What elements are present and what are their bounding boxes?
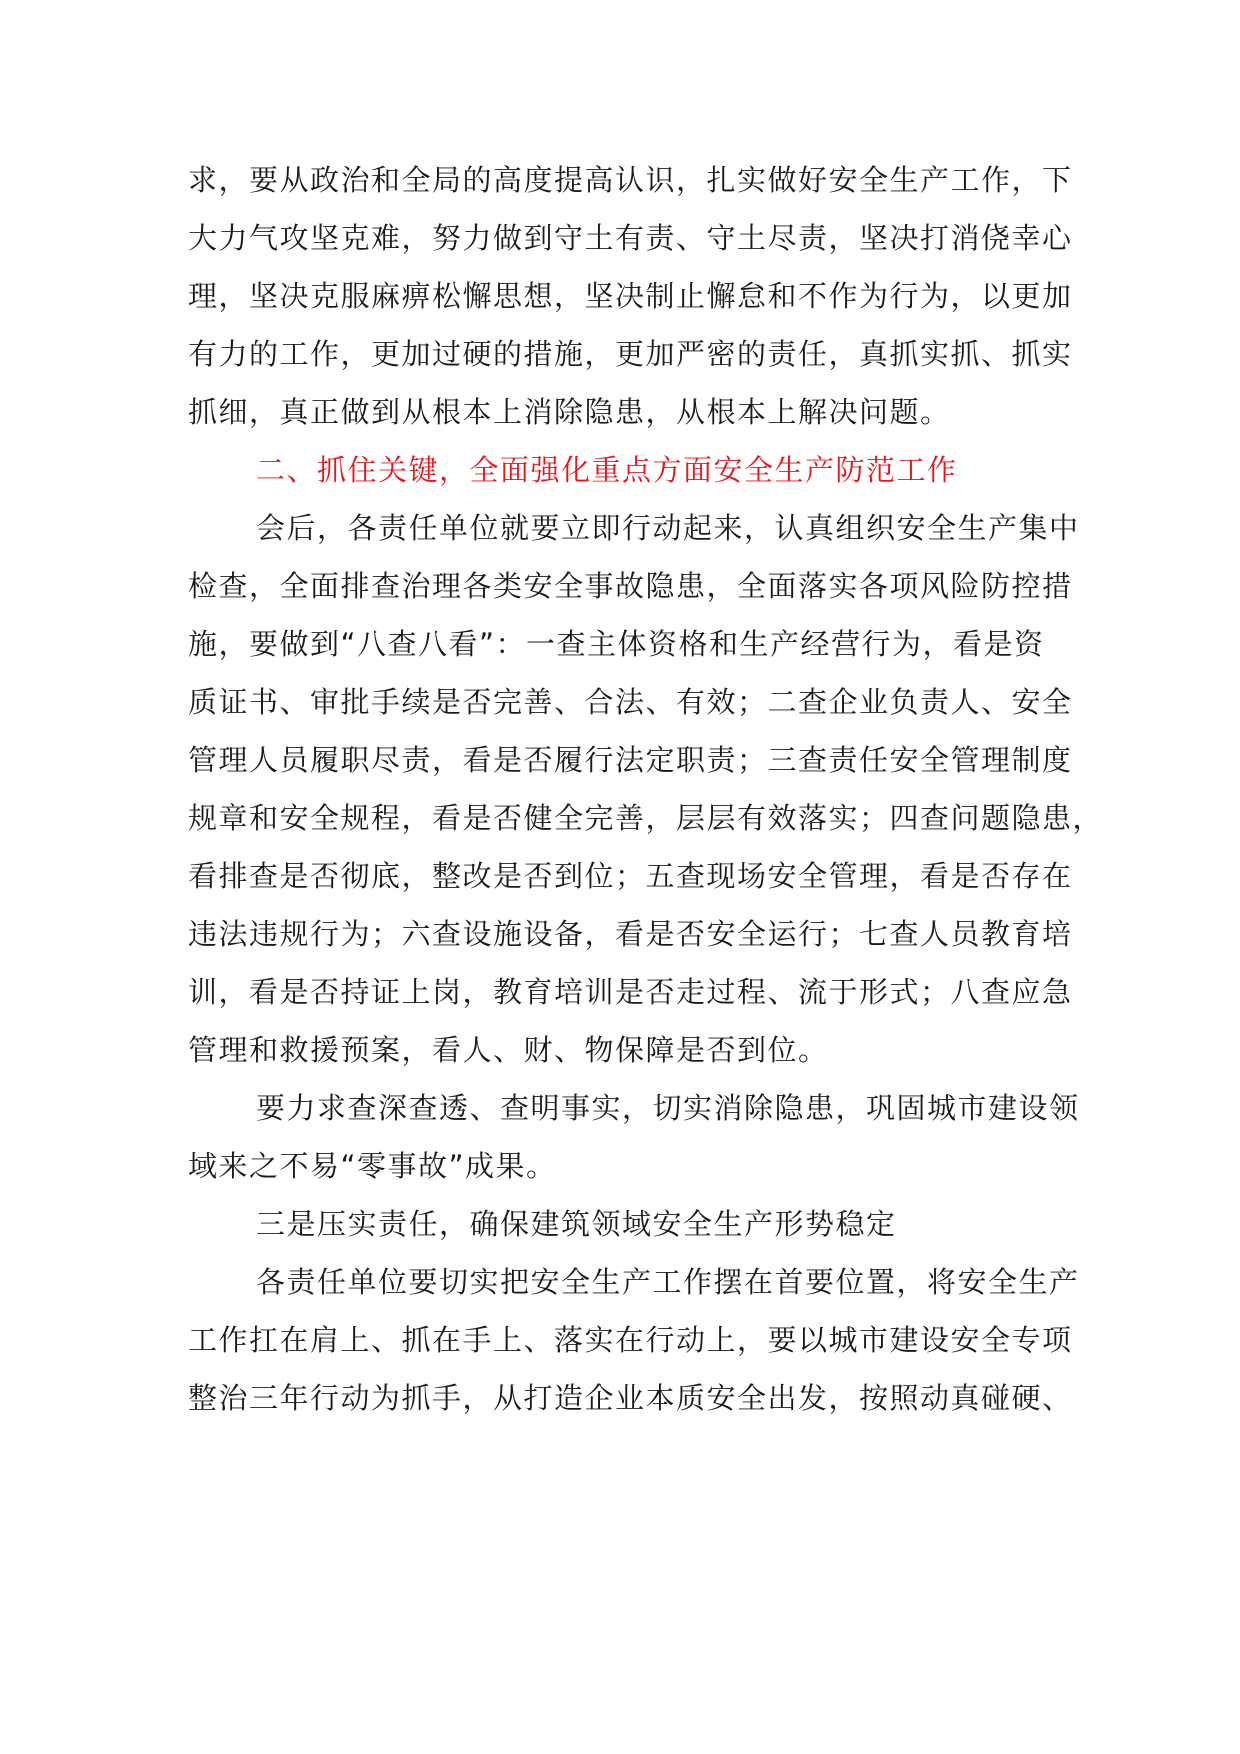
para2-line-9: 训，看是否持证上岗，教育培训是否走过程、流于形式；八查应急 xyxy=(188,975,1073,1009)
para1-line-2: 大力气攻坚克难，努力做到守土有责、守土尽责，坚决打消侥幸心 xyxy=(188,221,1073,255)
para2-line-8: 违法违规行为；六查设施设备，看是否安全运行；七查人员教育培 xyxy=(188,917,1073,951)
para2-line-1: 会后，各责任单位就要立即行动起来，认真组织安全生产集中 xyxy=(256,511,1080,545)
para2-line-10: 管理和救援预案，看人、财、物保障是否到位。 xyxy=(188,1033,829,1067)
para2-line-7: 看排查是否彻底，整改是否到位；五查现场安全管理，看是否存在 xyxy=(188,859,1073,893)
para4-line-1: 各责任单位要切实把安全生产工作摆在首要位置，将安全生产 xyxy=(256,1265,1080,1299)
para2-line-5: 管理人员履职尽责，看是否履行法定职责；三查责任安全管理制度 xyxy=(188,743,1073,777)
para1-line-4: 有力的工作，更加过硬的措施，更加严密的责任，真抓实抓、抓实 xyxy=(188,337,1073,371)
para2-line-4: 质证书、审批手续是否完善、合法、有效；二查企业负责人、安全 xyxy=(188,685,1073,719)
para2-line-3: 施，要做到“八查八看”：一查主体资格和生产经营行为，看是资 xyxy=(188,627,1045,661)
para2-line-2: 检查，全面排查治理各类安全事故隐患，全面落实各项风险防控措 xyxy=(188,569,1073,603)
section-heading-2: 二、抓住关键，全面强化重点方面安全生产防范工作 xyxy=(256,453,958,487)
para4-line-2: 工作扛在肩上、抓在手上、落实在行动上，要以城市建设安全专项 xyxy=(188,1323,1073,1357)
para3-line-2: 域来之不易“零事故”成果。 xyxy=(188,1149,557,1183)
para1-line-3: 理，坚决克服麻痹松懈思想，坚决制止懈怠和不作为行为，以更加 xyxy=(188,279,1073,313)
section-heading-3: 三是压实责任，确保建筑领域安全生产形势稳定 xyxy=(256,1207,897,1241)
para1-line-5: 抓细，真正做到从根本上消除隐患，从根本上解决问题。 xyxy=(188,395,951,429)
para2-line-6: 规章和安全规程，看是否健全完善，层层有效落实；四查问题隐患， xyxy=(188,801,1104,835)
para1-line-1: 求，要从政治和全局的高度提高认识，扎实做好安全生产工作，下 xyxy=(188,163,1073,197)
para3-line-1: 要力求查深查透、查明事实，切实消除隐患，巩固城市建设领 xyxy=(256,1091,1080,1125)
para4-line-3: 整治三年行动为抓手，从打造企业本质安全出发，按照动真碰硬、 xyxy=(188,1381,1073,1415)
